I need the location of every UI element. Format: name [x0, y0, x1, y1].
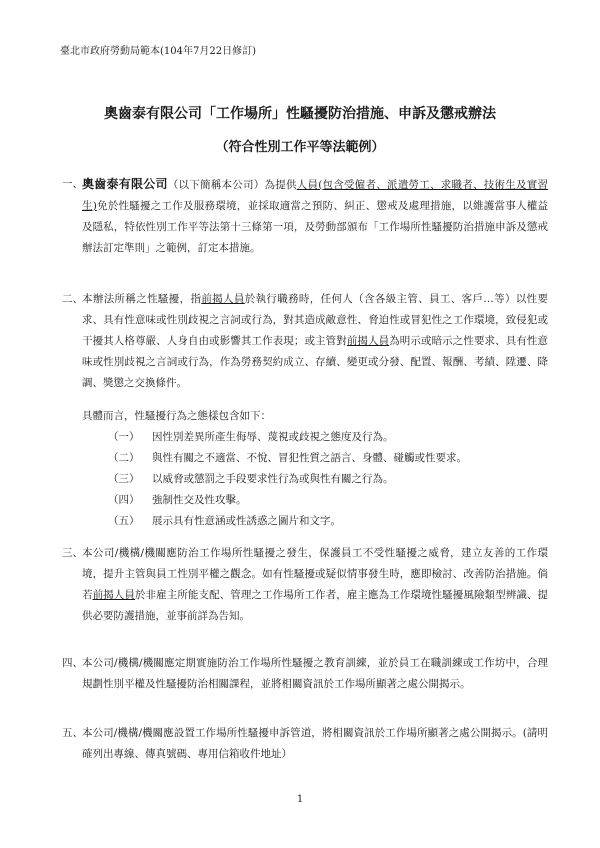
- section-3: [62, 543, 548, 627]
- underlined-text: 人員(包含受僱者、派遣勞工、求職者、技術生及實習生): [82, 179, 548, 212]
- section-1: [62, 174, 548, 259]
- section-2: [62, 289, 548, 532]
- section-body: 本公司/機構/機關應設置工作場所性騷擾申訴管道，將相關資訊於工作場所顯著之處公開揭示。(請明確列出專線、傳真號碼、專用信箱收件地址）: [82, 727, 548, 760]
- text-run: 於非雇主所能支配、管理之工作場所工作者，雇主應為工作環境性騷擾風險類型辨識、提供必要防護措施，並事前詳為告知。: [82, 589, 549, 622]
- item-marker: （四）: [108, 494, 140, 506]
- section-body: [82, 289, 548, 394]
- section-number: 五、: [62, 727, 83, 739]
- section-5: [62, 723, 548, 765]
- underlined-text: 前揭人員: [346, 335, 390, 347]
- item-marker: （三）: [108, 473, 140, 485]
- item-text: 因性別差異所產生侮辱、蔑視或歧視之態度及行為。: [152, 431, 394, 443]
- header-note: 臺北市政府勞動局範本(104年7月22日修訂): [60, 46, 256, 57]
- item-marker: （二）: [108, 452, 140, 464]
- section-body: [82, 174, 548, 259]
- document-subtitle: （符合性別工作平等法範例）: [215, 140, 385, 155]
- page-number: 1: [296, 794, 304, 805]
- section-body: 本公司/機構/機關應定期實施防治工作場所性騷擾之教育訓練，並於員工在職訓練或工作坊中，合理規劃性別平權及性騷擾防治相關課程，並將相關資訊於工作場所顯著之處公開揭示。: [82, 657, 548, 690]
- list-item: [108, 490, 548, 511]
- section-number: 四、: [62, 657, 83, 669]
- text-run: 於執行職務時，任何人（含各級主管、員工、客戶…等）以性要求、具有性意味或性別歧視之言詞或行為，對其造成敵意性、脅迫性或冒犯性之工作環境，致侵犯或干擾其人格尊嚴、人身自由或影響其工作表現；或主管對: [82, 293, 549, 347]
- document-title: 奧齒泰有限公司「工作場所」性騷擾防治措施、申訴及懲戒辦法: [104, 106, 496, 122]
- underlined-text: 前揭人員: [201, 293, 245, 305]
- text-run: 本公司/機構/機關應防治工作場所性騷擾之發生，保護員工不受性騷擾之威脅，建立友善的工作環境，提升主管與員工性別平權之觀念。如有性騷擾或疑似情事發生時，應即檢討、改善防治措施。倘若: [82, 547, 548, 601]
- item-marker: （一）: [108, 431, 140, 443]
- text-run: （以下簡稱本公司）為提供: [167, 179, 297, 191]
- text-run: 免於性騷擾之工作及服務環境，並採取適當之預防、糾正、懲戒及處理措施，以維護當事人權益及隱私，特依性別工作平等法第十三條第一項，及勞動部頒布「工作場所性騷擾防治措施申訴及懲戒辦法訂定準則」之範例，訂定本措施。: [82, 200, 548, 254]
- examples-list: [108, 427, 548, 532]
- section-number: 二、: [62, 293, 83, 305]
- text-run: 本辦法所稱之性騷擾，指: [82, 293, 202, 305]
- item-text: 與性有關之不適當、不悅、冒犯性質之語言、身體、碰觸或性要求。: [152, 452, 467, 464]
- item-text: 以威脅或懲罰之手段要求性行為或與性有關之行為。: [152, 473, 394, 485]
- list-item: [108, 448, 548, 469]
- section-4: [62, 653, 548, 695]
- item-marker: （五）: [108, 515, 140, 527]
- list-item: [108, 511, 548, 532]
- section-number: 三、: [62, 547, 83, 559]
- underlined-text: 前揭人員: [92, 589, 135, 601]
- examples-intro: 具體而言，性騷擾行為之態樣包含如下：: [82, 410, 271, 422]
- company-name: 奧齒泰有限公司: [82, 177, 168, 191]
- section-number: 一、: [62, 178, 83, 190]
- list-item: [108, 469, 548, 490]
- text-run: 為明示或暗示之性要求、具有性意味或性別歧視之言詞或行為，作為勞務契約成立、存續、變更或分發、配置、報酬、考績、陞遷、降調、獎懲之交換條件。: [82, 335, 549, 389]
- list-item: [108, 427, 548, 448]
- item-text: 展示具有性意涵或性誘惑之圖片和文字。: [152, 515, 341, 527]
- item-text: 強制性交及性攻擊。: [152, 494, 247, 506]
- section-body: [82, 543, 548, 627]
